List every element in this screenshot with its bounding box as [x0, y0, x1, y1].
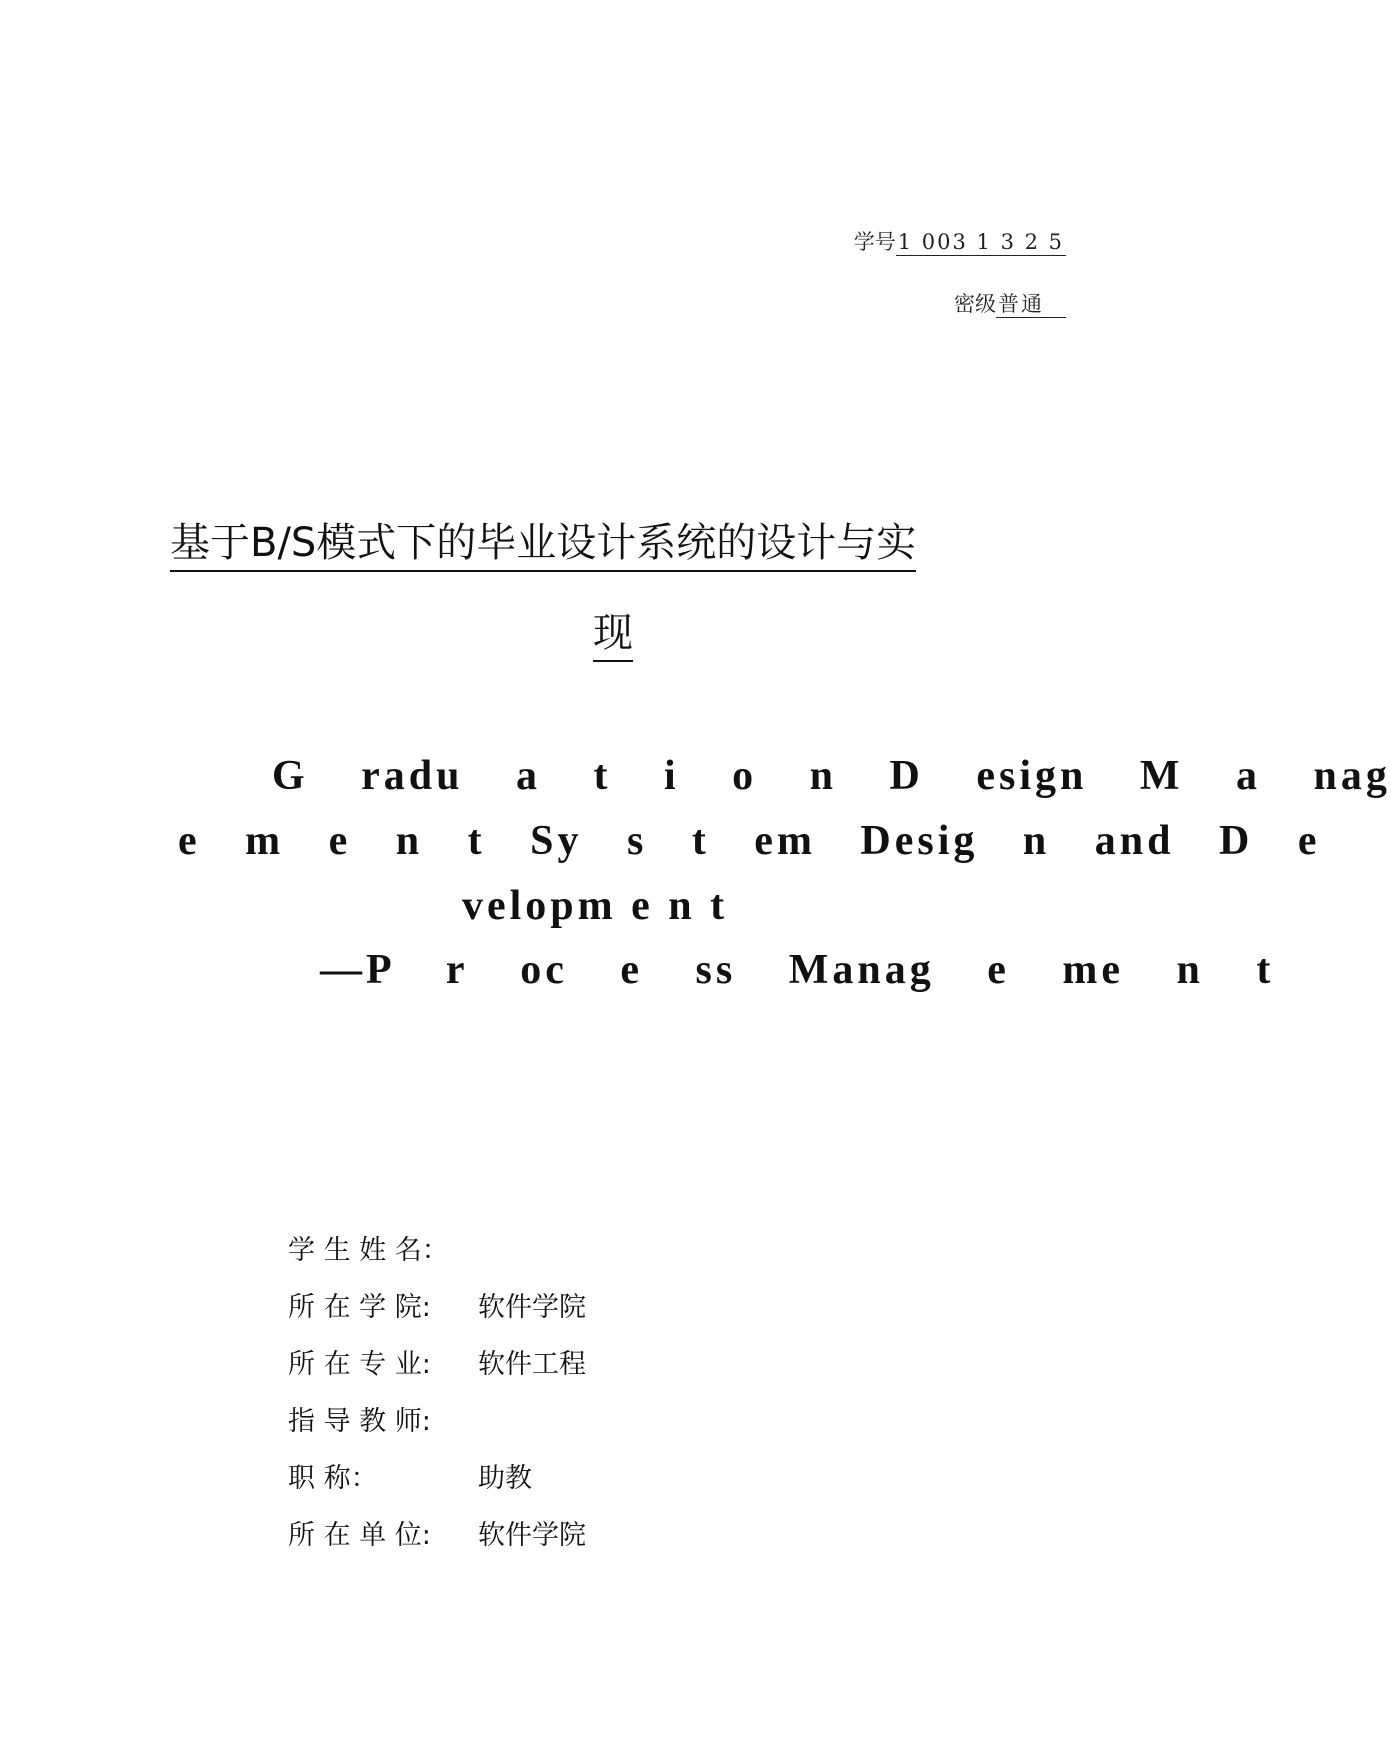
chinese-title-line-2 — [170, 610, 1056, 662]
info-label: 所 在 单 位: — [288, 1520, 431, 1551]
info-row-advisor — [288, 1393, 586, 1450]
info-label: 指 导 教 师: — [288, 1406, 431, 1437]
info-row-major — [288, 1336, 586, 1393]
student-info-block — [288, 1222, 586, 1564]
student-id-value: 1 003 1 3 2 5 — [897, 230, 1064, 254]
secret-level-value: 普通 — [996, 292, 1066, 318]
info-value: 软件学院 — [478, 1520, 586, 1551]
info-value: 软件学院 — [478, 1292, 586, 1323]
chinese-title-line-1 — [170, 520, 1056, 572]
chinese-title-text-1: 基于B/S模式下的毕业设计系统的设计与实 — [170, 520, 916, 572]
info-value: 助教 — [478, 1463, 532, 1494]
info-label: 学 生 姓 名： — [288, 1235, 449, 1266]
secret-level-field — [954, 288, 1066, 318]
student-id-label: 学号 — [853, 230, 896, 254]
info-row-college — [288, 1279, 586, 1336]
info-row-student-name — [288, 1222, 586, 1279]
english-title-line-2: e m e n t Sy s t em Desig n and D e — [178, 818, 1321, 864]
info-row-title — [288, 1450, 586, 1507]
english-title-line-1: G radu a t i o n D esign M a nag — [272, 753, 1391, 799]
chinese-title-text-2: 现 — [593, 610, 633, 662]
english-title-line-4: —P r oc e ss Manag e me n t — [320, 947, 1275, 993]
info-label: 所 在 专 业: — [288, 1349, 431, 1380]
info-label: 所 在 学 院: — [288, 1292, 431, 1323]
student-id-field — [854, 226, 1066, 256]
info-row-unit — [288, 1507, 586, 1564]
info-label: 职 称： — [288, 1463, 378, 1494]
english-title-line-3: velopm e n t — [462, 883, 729, 929]
info-value: 软件工程 — [478, 1349, 586, 1380]
secret-level-label: 密级 — [954, 292, 996, 316]
